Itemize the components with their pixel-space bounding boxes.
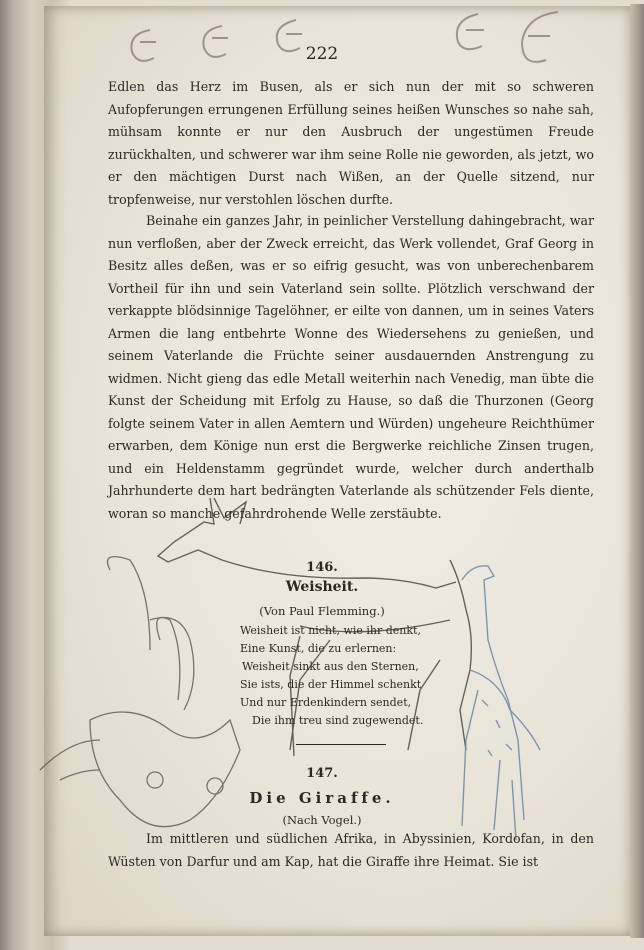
poem-line: Weisheit ist nicht, wie ihr denkt, [240,624,421,637]
poem [240,622,460,730]
section-146-number: 146. [306,560,338,575]
paragraph-continued [108,76,594,211]
section-146-byline: (Von Paul Flemming.) [259,604,385,618]
poem-line: Sie ists, die der Himmel schenkt [240,678,422,691]
paragraph-block-3 [108,828,594,873]
section-divider [296,744,386,745]
paragraph-2: Beinahe ein ganzes Jahr, in peinlicher Verstellung dahingebracht, war nun verfloßen, aber der Zweck erreicht, das Werk vollendet, Graf Georg in Besitz alles deßen, was er so eifrig gesucht, was von unberechenbarem Vortheil für ihn und sein Vaterland sein sollte. Plötzlich verschwand der verkappte blödsinnige Tagelöhner, er eilte von dannen, um in seines Vaters Armen die lang entbehrte Wonne des Wiedersehens zu genießen, und seinem Vaterlande die Früchte seiner ausdauernden Anstrengung zu widmen. Nicht gieng das edle Metall weiterhin nach Venedig, man übte die Kunst der Scheidung mit Erfolg zu Hause, so daß die Thurzonen (Georg folgte seinem Vater in allen Aemtern und Würden) ungeheure Reichthümer erwarben, dem Könige nun erst die Bergwerke reichliche Zinsen trugen, und ein Heldenstamm gegründet wurde, welcher durch anderthalb Jahrhunderte dem hart bedrängten Vaterlande als schützender Fels diente, woran so manche gefahrdrohende Welle zerstäubte. [108,213,594,521]
paragraph-1: Edlen das Herz im Busen, als er sich nun der mit so schweren Aufopferungen errungenen Erfüllung seines heißen Wunsches so nahe sah, mühsam konnte er nur den Ausbruch der ungestümen Freude zurückhalten, und schwerer war ihm seine Rolle nie geworden, als jetzt, wo er den mächtigen Durst nach Wißen, an der Quelle sitzend, nur tropfenweise, nur verstohlen löschen durfte. [108,79,594,207]
section-147-number: 147. [306,766,338,781]
section-147-byline: (Nach Vogel.) [282,813,362,827]
giraffe-paragraph: Im mittleren und südlichen Afrika, in Abyssinien, Kordofan, in den Wüsten von Darfur und am Kap, hat die Giraffe ihre Heimat. Sie ist [108,831,594,869]
page-number: 222 [305,44,339,64]
paragraph-block-2 [108,210,594,525]
section-146-title: Weisheit. [285,579,359,595]
poem-line: Die ihm treu sind zugewendet. [252,714,424,727]
poem-line: Eine Kunst, die zu erlernen: [240,642,397,655]
section-147-title: Die Giraffe. [249,789,395,807]
poem-line: Und nur Erdenkindern sendet, [240,696,412,709]
poem-line: Weisheit sinkt aus den Sternen, [242,660,419,673]
